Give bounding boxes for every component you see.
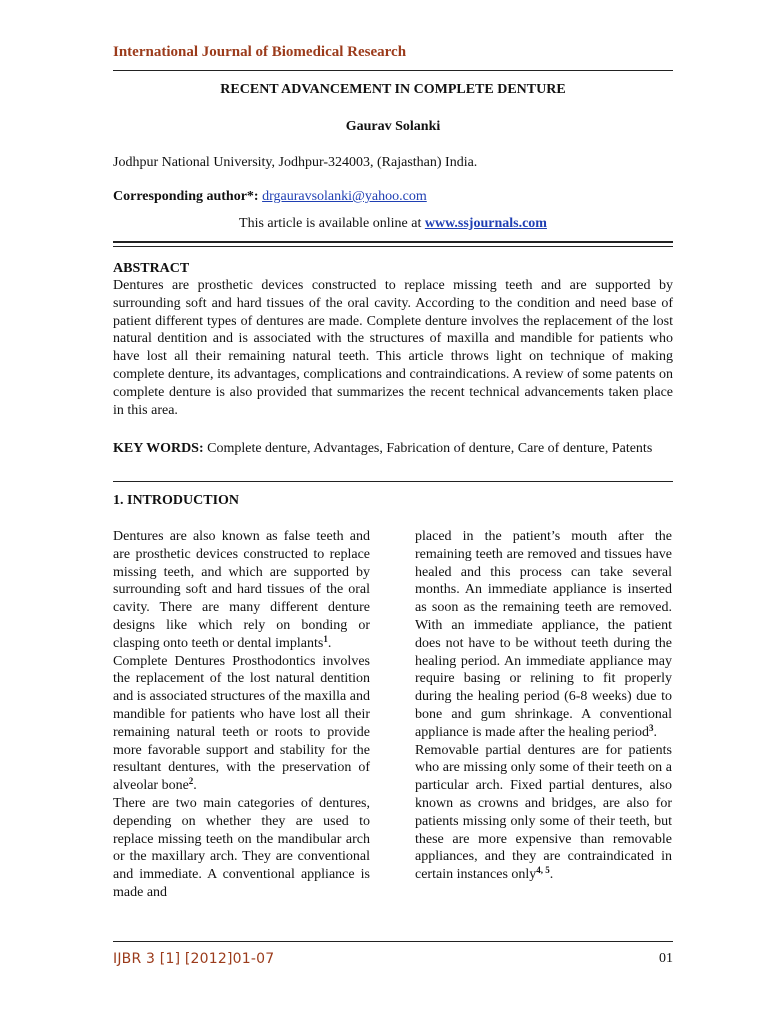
body-column-right xyxy=(415,528,672,884)
author-email-link[interactable]: drgauravsolanki@yahoo.com xyxy=(262,189,427,204)
reference-marker: 1 xyxy=(323,633,328,644)
header-rule xyxy=(113,70,673,71)
journal-header: International Journal of Biomedical Research xyxy=(113,44,407,60)
keywords-text: Complete denture, Advantages, Fabrication of denture, Care of denture, Patents xyxy=(207,441,653,456)
reference-marker: 2 xyxy=(188,776,194,787)
corresponding-author xyxy=(113,189,427,205)
footer-citation: IJBR 3 [1] [2012]01-07 xyxy=(113,951,275,967)
affiliation: Jodhpur National University, Jodhpur-324003, (Rajasthan) India. xyxy=(113,155,478,170)
keywords xyxy=(113,440,673,458)
paper-title: RECENT ADVANCEMENT IN COMPLETE DENTURE xyxy=(220,82,566,97)
journal-website-link[interactable]: www.ssjournals.com xyxy=(424,216,547,231)
corresponding-label: Corresponding author*: xyxy=(113,189,259,204)
introduction-heading: 1. INTRODUCTION xyxy=(113,493,240,508)
footer-rule xyxy=(113,941,673,942)
body-column-left xyxy=(113,528,370,902)
section-rule-thick xyxy=(113,241,673,243)
paragraph: Removable partial dentures are for patients who are missing only some of their teeth on a particular arch. Fixed partial dentures, also known as crowns and bridges, are also for patients missing only some of their teeth, but these are more expensive than removable appliances, and they are contraindicated in certain instances only$^{4, 5}$. xyxy=(415,742,672,883)
keywords-rule xyxy=(113,481,673,482)
paragraph: Dentures are also known as false teeth and are prosthetic devices constructed to replace missing teeth, and which are supported by surrounding soft and hard tissues of the oral cavity. There are many different denture designs like which rely on bonding or clasping onto teeth or dental implants$^1$. xyxy=(113,529,370,651)
paragraph: Complete Dentures Prosthodontics involves the replacement of the lost natural dentition and is associated structures of the maxilla and mandible for patients who have lost all their remaining natural teeth or roots to provide more favorable support and stability for the resultant dentures, with the preservation of alveolar bone$^2$. xyxy=(113,653,370,794)
paragraph: There are two main categories of dentures, depending on whether they are used to replace missing teeth on the mandibular arch or the maxillary arch. They are conventional and immediate. A conventional appliance is made and xyxy=(113,795,370,900)
author-name: Gaurav Solanki xyxy=(345,119,441,134)
reference-marker: 3 xyxy=(649,722,654,733)
availability-line xyxy=(113,216,673,232)
paragraph: placed in the patient’s mouth after the remaining teeth are removed and tissues have healed and this process can take several months. An immediate appliance is inserted as soon as the remaining teeth are removed. With an immediate appliance, the patient does not have to be without teeth during the healing period. An immediate appliance may require basing or relining to fit properly during the healing period (6-8 weeks) due to bone and gum shrinkage. A conventional appliance is made after the healing period$^3$. xyxy=(415,529,672,740)
section-rule-thin xyxy=(113,246,673,247)
abstract-text: Dentures are prosthetic devices constructed to replace missing teeth and are supported by surrounding soft and hard tissues of the oral cavity. According to the condition and need base of patient different types of dentures are made. Complete denture involves the replacement of the lost natural dentition and is associated with the structures of maxilla and mandible for patients who have lost all their remaining natural teeth. This article throws light on technique of making complete denture, its advantages, complications and contraindications. A review of some patents on complete denture is also provided that summarizes the recent technical advancements taken place in this area. xyxy=(113,278,673,418)
reference-marker: 4, 5 xyxy=(536,865,550,876)
keywords-label: KEY WORDS: xyxy=(113,441,204,456)
page-number: 01 xyxy=(659,951,673,966)
availability-text: This article is available online at xyxy=(239,216,422,231)
abstract-heading: ABSTRACT xyxy=(113,261,190,276)
